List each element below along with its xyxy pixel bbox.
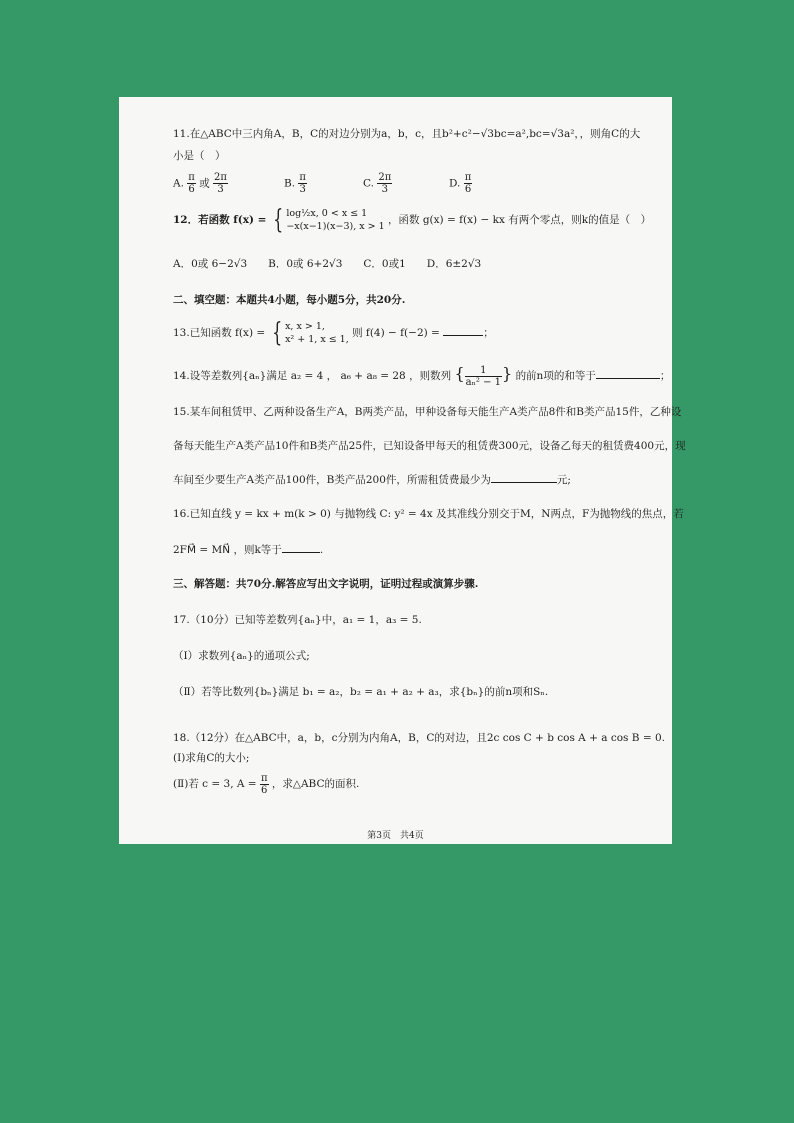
q11-stem-cont: 小是（ ） (173, 150, 226, 162)
answer-blank (282, 552, 320, 553)
q18-part-2: (Ⅱ)若 c = 3, A = $\frac{\pi}{6}$ ，求△ABC的面积. (173, 772, 360, 796)
q15-stem: 15.某车间租赁甲、乙两种设备生产A，B两类产品，甲种设备每天能生产A类产品8件和B类产品15件，乙种设 (173, 406, 682, 418)
q16-stem-cont: 2FM⃗ = MN⃗ ，则k等于 . (173, 544, 324, 556)
answer-blank (596, 378, 660, 379)
q11-option-c: C. $\frac{2\pi}{3}$ (363, 172, 392, 195)
q11-option-a: A. $\frac{\pi}{6}$ 或 $\frac{2\pi}{3}$ (173, 172, 227, 195)
fraction: $\frac{2\pi}{3}$ (378, 172, 392, 195)
fraction: $\frac{\pi}{6}$ (188, 172, 195, 195)
answer-blank (443, 335, 483, 336)
exam-page (119, 97, 686, 844)
fraction: $\frac{\pi}{6}$ (464, 172, 472, 195)
q11-stem: 11.在△ABC中三内角A，B，C的对边分别为a，b，c，且b²+c²−√3bc=a²,bc=√3a²，，则角C的大 (173, 128, 641, 140)
q12-options: A．0或 6−2√3 B．0或 6+2√3 C．0或1 D．6±2√3 (173, 258, 482, 270)
section-solution-heading: 三、解答题：共70分.解答应写出文字说明，证明过程或演算步骤. (173, 578, 479, 590)
fraction: $\frac{2\pi}{3}$ (214, 172, 227, 195)
fraction: $\frac{\pi}{6}$ (260, 772, 268, 796)
q11-option-d: D. $\frac{\pi}{6}$ (449, 172, 472, 195)
q14-stem: 14.设等差数列{aₙ}满足 a₂ = 4 ， a₆ + a₈ = 28 ，则数列 { $\frac{1}{\text{aₙ² − 1}}$ } 的前n项的和等于 ； (173, 364, 671, 388)
q17-part-1: （Ⅰ）求数列{aₙ}的通项公式; (173, 650, 310, 662)
q15-stem-cont: 备每天能生产A类产品10件和B类产品25件，已知设备甲每天的租赁费300元，设备乙每天的租赁费400元，现 (173, 440, 686, 452)
q15-stem-end: 车间至少要生产A类产品100件，B类产品200件，所需租赁费最少为 元; (173, 474, 571, 486)
fraction: $\frac{1}{\text{aₙ² − 1}}$ (465, 364, 502, 388)
q18-part-1: (Ⅰ)求角C的大小; (173, 752, 250, 764)
q17-stem: 17.（10分）已知等差数列{aₙ}中，a₁ = 1，a₃ = 5. (173, 614, 422, 626)
answer-blank (491, 482, 557, 483)
q13-stem: 13.已知函数 f(x) = { x, x > 1, x² + 1, x ≤ 1, 则 f(4) − f(−2) = ； (173, 318, 494, 348)
q16-stem: 16.已知直线 y = kx + m(k > 0) 与抛物线 C: y² = 4x 及其准线分别交于M，N两点，F为抛物线的焦点，若 (173, 508, 684, 520)
piecewise-function: { x, x > 1, x² + 1, x ≤ 1, (271, 318, 349, 348)
piecewise-function: { log½x, 0 < x ≤ 1 −x(x−1)(x−3), x > 1 (273, 205, 385, 235)
fraction: $\frac{\pi}{3}$ (299, 172, 306, 195)
q18-stem: 18.（12分）在△ABC中，a，b，c分别为内角A，B，C的对边，且2c cos C + b cos A + a cos B = 0. (173, 732, 665, 744)
section-fill-in-heading: 二、填空题：本题共4小题，每小题5分，共20分. (173, 294, 406, 306)
page-footer: 第3页 共4页 (367, 831, 424, 841)
q11-option-b: B. $\frac{\pi}{3}$ (284, 172, 306, 195)
q17-part-2: （Ⅱ）若等比数列{bₙ}满足 b₁ = a₂，b₂ = a₁ + a₂ + a₃，求{bₙ}的前n项和Sₙ. (173, 686, 549, 698)
q12-stem: 12．若函数 f(x) = { log½x, 0 < x ≤ 1 −x(x−1)(x−3), x > 1 ，函数 g(x) = f(x) − kx 有两个零点，则k的值是（ ） (173, 205, 652, 235)
